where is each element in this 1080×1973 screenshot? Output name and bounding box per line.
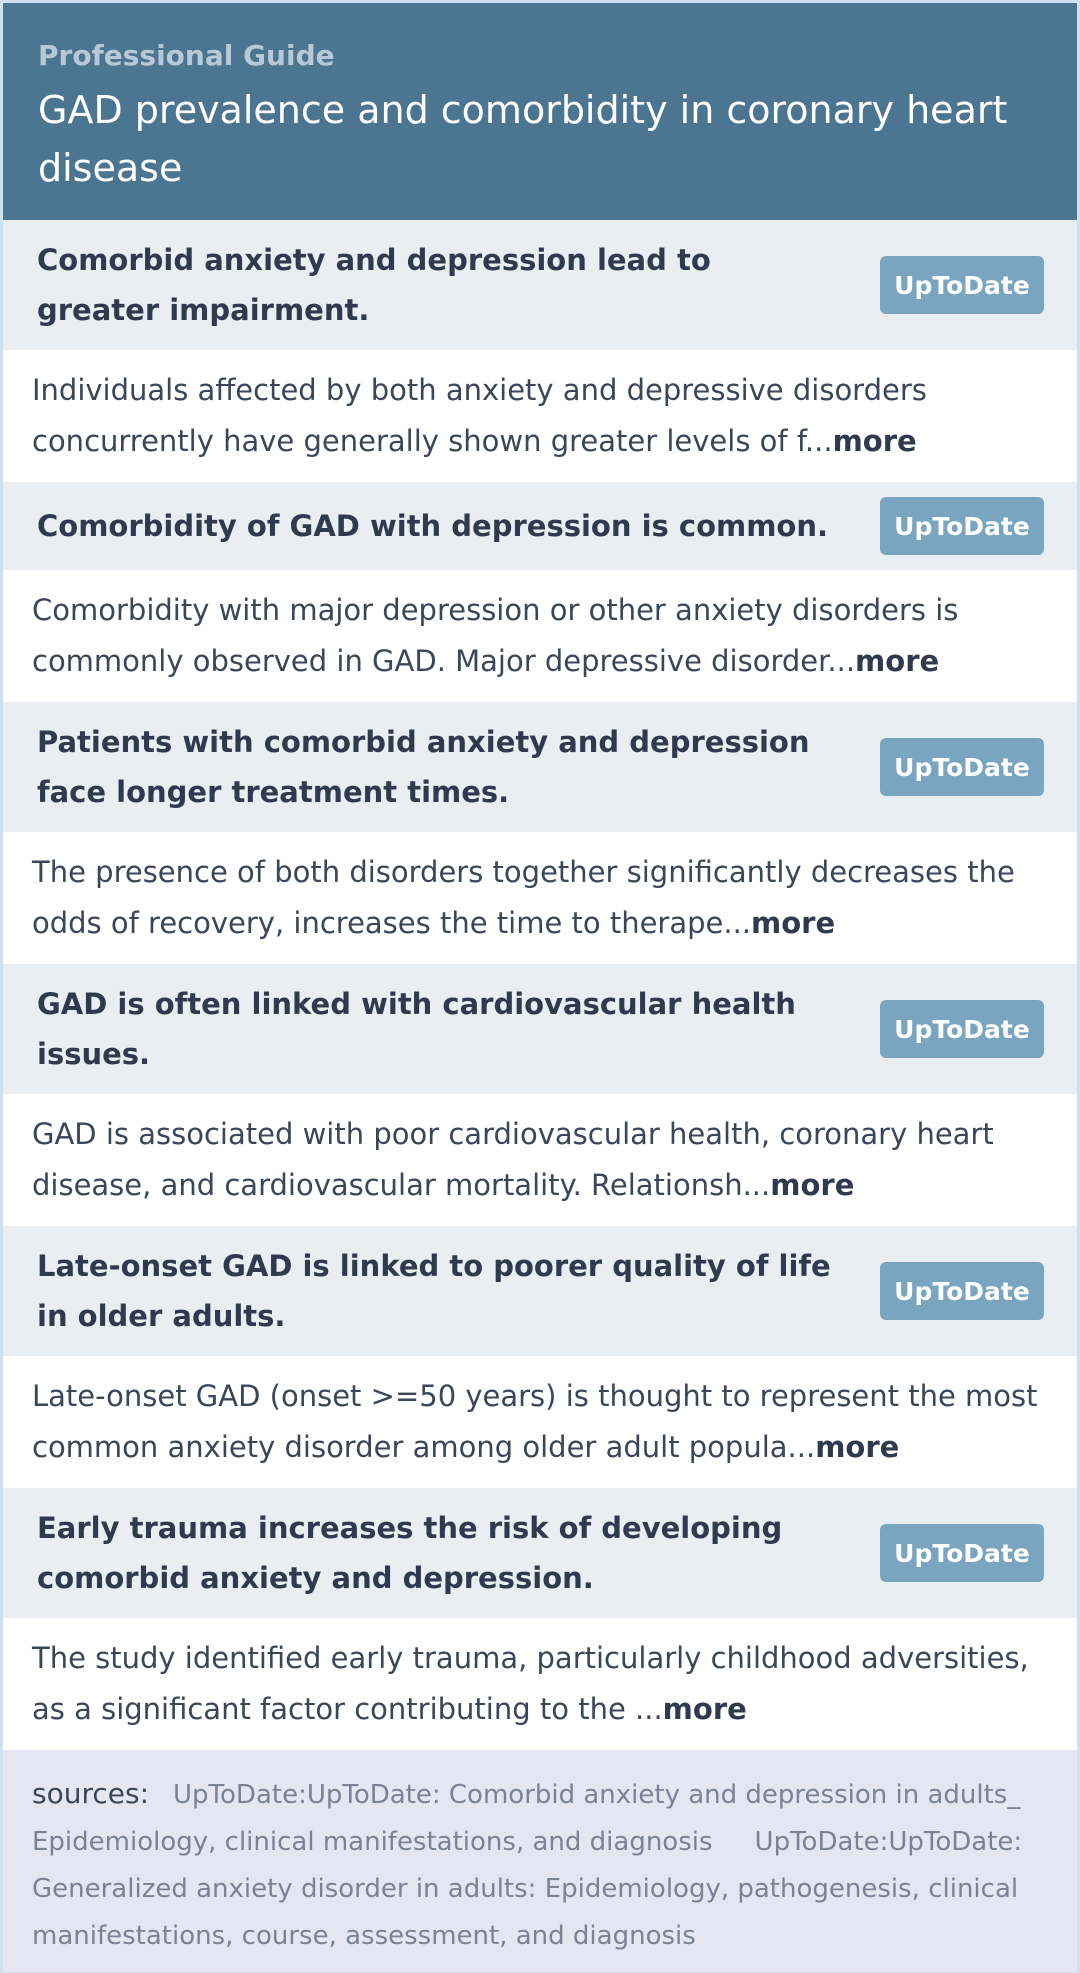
sources-label: sources:	[32, 1777, 150, 1810]
detail-text	[32, 1371, 1047, 1473]
detail-text	[32, 1109, 1047, 1211]
more-link[interactable]: more	[662, 1692, 747, 1726]
claim-text: Late-onset GAD is linked to poorer quality of life in older adults.	[37, 1249, 831, 1333]
claim-text: GAD is often linked with cardiovascular health issues.	[37, 987, 796, 1071]
detail-text	[32, 585, 1047, 687]
more-link[interactable]: more	[832, 424, 917, 458]
more-link[interactable]: more	[770, 1168, 855, 1202]
guide-kicker: Professional Guide	[38, 39, 335, 72]
claim-text: Patients with comorbid anxiety and depression face longer treatment times.	[37, 725, 810, 809]
claim-row	[3, 702, 1077, 832]
source-badge-button[interactable]: UpToDate	[880, 497, 1044, 555]
claim-row	[3, 1488, 1077, 1618]
source-badge-button[interactable]: UpToDate	[880, 1262, 1044, 1320]
detail-snippet: Individuals affected by both anxiety and depressive disorders concurrently have generally shown greater levels of f...	[32, 373, 927, 458]
detail-snippet: Late-onset GAD (onset >=50 years) is thought to represent the most common anxiety disorder among older adult popula...	[32, 1379, 1038, 1464]
detail-text	[32, 365, 1047, 467]
detail-row	[3, 570, 1077, 702]
sources-panel	[3, 1750, 1077, 1972]
detail-row	[3, 832, 1077, 964]
claim-text: Comorbid anxiety and depression lead to greater impairment.	[37, 243, 711, 327]
detail-row	[3, 1094, 1077, 1226]
detail-snippet: The presence of both disorders together significantly decreases the odds of recovery, increases the time to therape...	[32, 855, 1015, 940]
source-badge-button[interactable]: UpToDate	[880, 1000, 1044, 1058]
guide-header	[3, 3, 1077, 220]
source-badge-button[interactable]: UpToDate	[880, 738, 1044, 796]
detail-row	[3, 350, 1077, 482]
source-link[interactable]: UpToDate:UpToDate: Generalized anxiety disorder in adults: Epidemiology, pathogenesis, clinical manifestations, course, assessment, and diagnosis	[32, 1827, 1023, 1951]
more-link[interactable]: more	[855, 644, 940, 678]
source-link[interactable]: UpToDate:UpToDate: Comorbid anxiety and depression in adults_ Epidemiology, clinical manifestations, and diagnosis	[32, 1780, 1021, 1857]
more-link[interactable]: more	[815, 1430, 900, 1464]
detail-snippet: Comorbidity with major depression or other anxiety disorders is commonly observed in GAD. Major depressive disorder...	[32, 593, 959, 678]
detail-snippet: GAD is associated with poor cardiovascular health, coronary heart disease, and cardiovascular mortality. Relationsh...	[32, 1117, 994, 1202]
detail-snippet: The study identified early trauma, particularly childhood adversities, as a significant factor contributing to the ...	[32, 1641, 1029, 1726]
source-badge-button[interactable]: UpToDate	[880, 1524, 1044, 1582]
detail-row	[3, 1356, 1077, 1488]
detail-text	[32, 847, 1047, 949]
claim-row	[3, 220, 1077, 350]
guide-title: GAD prevalence and comorbidity in coronary heart disease	[38, 88, 1008, 190]
source-badge-button[interactable]: UpToDate	[880, 256, 1044, 314]
claim-text: Early trauma increases the risk of developing comorbid anxiety and depression.	[37, 1511, 783, 1595]
detail-row	[3, 1618, 1077, 1750]
more-link[interactable]: more	[751, 906, 836, 940]
claim-row	[3, 964, 1077, 1094]
claim-row	[3, 482, 1077, 570]
claim-text: Comorbidity of GAD with depression is common.	[37, 509, 829, 543]
claim-row	[3, 1226, 1077, 1356]
detail-text	[32, 1633, 1047, 1735]
